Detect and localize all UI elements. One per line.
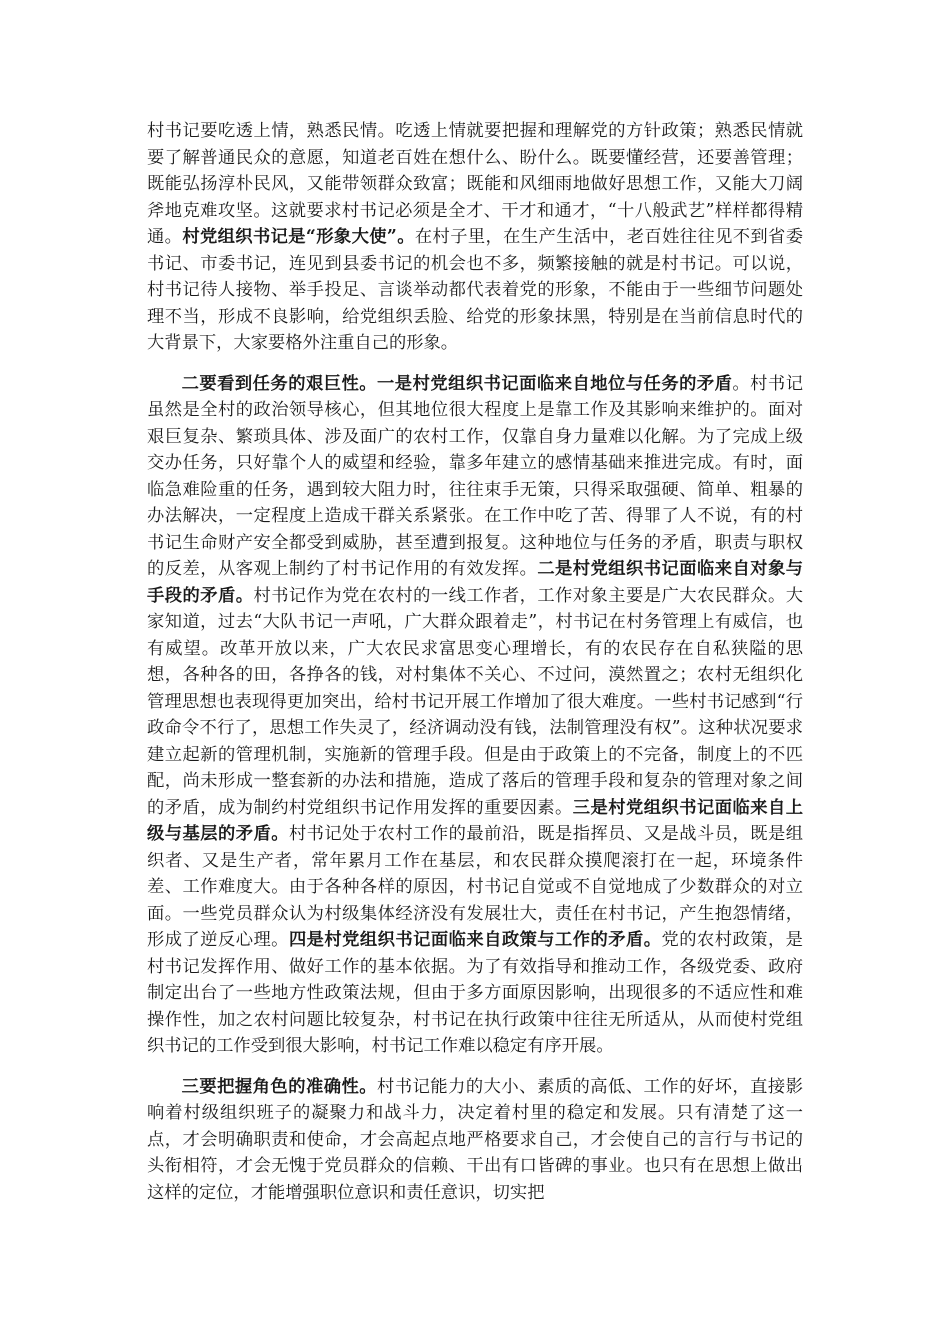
text-run: 在村子里，在生产生活中，老百姓往往见不到省委书记、市委书记，连见到县委书记的机会也不多，频繁接触的就是村书记。可以说，村书记待人接物、举手投足、言谈举动都代表着党的形象，不能由于一些细节问题处理不当，形成不良影响，给党组织丢脸、给党的形象抹黑，特别是在当前信息时代的大背景下，大家要格外注重自己的形象。 [147, 227, 803, 353]
text-run: 。村书记虽然是全村的政治领导核心，但其地位很大程度上是靠工作及其影响来维护的。面对艰巨复杂、繁琐具体、涉及面广的农村工作，仅靠自身力量难以化解。为了完成上级交办任务，只好靠个人的威望和经验，靠多年建立的感情基础来推进完成。有时，面临急难险重的任务，遇到较大阻力时，往往束手无策，只得采取强硬、简单、粗暴的办法解决，一定程度上造成干群关系紧张。在工作中吃了苦、得罪了人不说，有的村书记生命财产安全都受到威胁，甚至遭到报复。这种地位与任务的矛盾，职责与职权的反差，从客观上制约了村书记作用的有效发挥。 [147, 373, 803, 579]
text-run: 村书记要吃透上情，熟悉民情。吃透上情就要把握和理解党的方针政策；熟悉民情就要了解普通民众的意愿，知道老百姓在想什么、盼什么。既要懂经营，还要善管理；既能弘扬淳朴民风，又能带领群众致富；既能和风细雨地做好思想工作，又能大刀阔斧地克难攻坚。这就要求村书记必须是全才、干才和通才，“十八般武艺”样样都得精通。 [147, 121, 803, 247]
text-run: 村书记能力的大小、素质的高低、工作的好坏，直接影响着村级组织班子的凝聚力和战斗力，决定着村里的稳定和发展。只有清楚了这一点，才会明确职责和使命，才会高起点地严格要求自己，才会使自己的言行与书记的头衔相符，才会无愧于党员群众的信赖、干出有口皆碑的事业。也只有在思想上做出这样的定位，才能增强职位意识和责任意识，切实把 [147, 1076, 803, 1203]
paragraph-2 [147, 371, 803, 1060]
bold-heading: 三要把握角色的准确性。 [181, 1076, 378, 1097]
bold-heading: 村党组织书记是“形象大使”。 [182, 227, 415, 247]
paragraph-3 [147, 1074, 803, 1207]
paragraph-1 [147, 118, 803, 357]
bold-heading: 三是村党组织书记面临来自上级与基层的矛盾。 [147, 797, 803, 844]
document-page [147, 118, 803, 1206]
bold-heading: 四是村党组织书记面临来自政策与工作的矛盾。 [288, 930, 662, 950]
bold-heading: 二要看到任务的艰巨性。一是村党组织书记面临来自地位与任务的矛盾 [181, 373, 733, 394]
text-run: 村书记处于农村工作的最前沿，既是指挥员、又是战斗员，既是组织者、又是生产者，常年累月工作在基层，和农民群众摸爬滚打在一起，环境条件差、工作难度大。由于各种各样的原因，村书记自觉或不自觉地成了少数群众的对立面。一些党员群众认为村级集体经济没有发展壮大，责任在村书记，产生抱怨情绪，形成了逆反心理。 [147, 824, 803, 950]
text-run: 村书记作为党在农村的一线工作者，工作对象主要是广大农民群众。大家知道，过去“大队书记一声吼，广大群众跟着走”，村书记在村务管理上有威信，也有威望。改革开放以来，广大农民求富思变心理增长，有的农民存在自私狭隘的思想，各种各的田，各挣各的钱，对村集体不关心、不过问，漠然置之；农村无组织化管理思想也表现得更加突出，给村书记开展工作增加了很大难度。一些村书记感到“行政命令不行了，思想工作失灵了，经济调动没有钱，法制管理没有权”。这种状况要求建立起新的管理机制，实施新的管理手段。但是由于政策上的不完备，制度上的不匹配，尚未形成一整套新的办法和措施，造成了落后的管理手段和复杂的管理对象之间的矛盾，成为制约村党组织书记作用发挥的重要因素。 [147, 585, 803, 818]
bold-heading: 二是村党组织书记面临来自对象与手段的矛盾。 [147, 559, 803, 606]
text-run: 党的农村政策，是村书记发挥作用、做好工作的基本依据。为了有效指导和推动工作，各级党委、政府制定出台了一些地方性政策法规，但由于多方面原因影响，出现很多的不适应性和难操作性，加之农村问题比较复杂，村书记在执行政策中往往无所适从，从而使村党组织书记的工作受到很大影响，村书记工作难以稳定有序开展。 [147, 930, 803, 1056]
